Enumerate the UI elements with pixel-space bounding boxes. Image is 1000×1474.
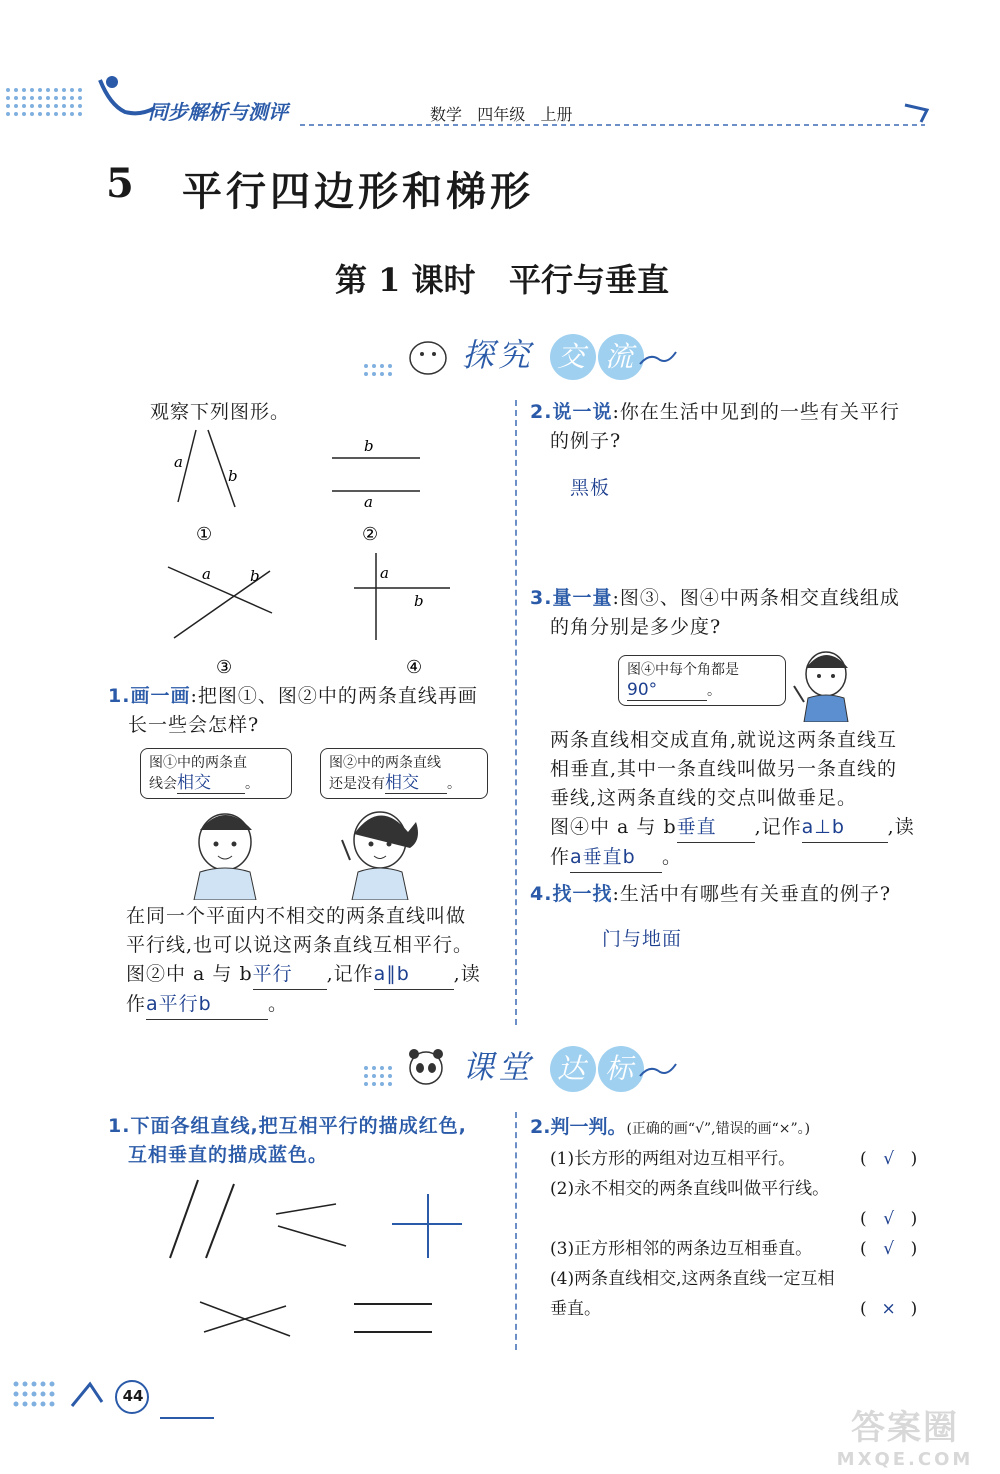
lesson-title: 第 1 课时 平行与垂直 xyxy=(335,261,669,299)
q3-para-line4: 图④中 a 与 b xyxy=(550,816,677,838)
ex2-item1-close: ) xyxy=(910,1149,918,1169)
page-number: 44 xyxy=(122,1387,144,1405)
q3-para-mid: ,记作 xyxy=(754,816,802,838)
q3-block xyxy=(530,584,940,642)
fig4-label-b: b xyxy=(414,592,424,610)
column-divider-top xyxy=(515,400,517,1025)
q1-block xyxy=(108,682,508,740)
q3-para-end: ,读 xyxy=(887,816,915,838)
q3-bubble-end: 。 xyxy=(707,683,721,699)
observe-intro: 观察下列图形。 xyxy=(150,401,291,423)
q1-bubble2-end: 。 xyxy=(447,776,461,792)
ex2-item4-answer: × xyxy=(881,1299,896,1319)
q3-bubble-answer: 90° xyxy=(627,680,707,701)
ex2-instruction: (正确的画“√”,错误的画“×”。) xyxy=(626,1121,811,1137)
brand-title: 同步解析与测评 xyxy=(148,100,288,124)
q1-answer-reading: a平行b xyxy=(146,990,268,1020)
footer-decoration xyxy=(10,1370,230,1430)
ex1-line2: 互相垂直的描成蓝色。 xyxy=(128,1144,329,1166)
q1-bubble-1 xyxy=(140,748,292,799)
fig4-number: ④ xyxy=(406,657,423,678)
fig4-label-a: a xyxy=(380,564,389,582)
ex2-item-2 xyxy=(530,1174,940,1234)
banner-label-practice: 课堂 xyxy=(462,1048,535,1086)
q4-title: 4.找一找 xyxy=(530,883,613,905)
chapter-title: 平行四边形和梯形 xyxy=(182,168,534,215)
ex1-group4-line2 xyxy=(204,1306,286,1332)
banner-circle-2: 流 xyxy=(598,334,644,380)
ex2-item3-open: ( xyxy=(860,1239,867,1259)
banner-circle-1: 交 xyxy=(550,334,596,380)
q1-bubble2-answer: 相交 xyxy=(385,773,447,794)
ex2-item2-open: ( xyxy=(860,1209,867,1229)
q3-text2: 的角分别是多少度? xyxy=(550,616,722,638)
q1-paragraph xyxy=(126,902,512,1020)
q3-answer-reading: a垂直b xyxy=(570,843,662,873)
ex1-block xyxy=(108,1112,508,1170)
q1-para-line2: 平行线,也可以说这两条直线互相平行。 xyxy=(126,934,474,956)
fig1-label-a: a xyxy=(174,453,183,471)
ex2-item4-text2: 垂直。 xyxy=(550,1299,601,1319)
fig1-label-b: b xyxy=(228,467,238,485)
fig3-label-b: b xyxy=(250,567,260,585)
scissors-icon xyxy=(638,350,678,370)
q1-para-mid: ,记作 xyxy=(326,963,374,985)
section-banner-practice xyxy=(360,1038,680,1094)
fig2-label-a: a xyxy=(364,493,373,511)
q1-bubble1-line2: 线会 xyxy=(149,776,177,792)
q2-title: 2.说一说 xyxy=(530,401,613,423)
ex2-item1-open: ( xyxy=(860,1149,867,1169)
q1-para-line1: 在同一个平面内不相交的两条直线叫做 xyxy=(126,905,467,927)
fig3-label-a: a xyxy=(202,565,211,583)
q3-bubble-line1: 图④中每个角都是 xyxy=(627,662,739,678)
ex2-item3-answer: √ xyxy=(883,1239,895,1259)
ex2-item-3 xyxy=(530,1234,940,1264)
fig3-number: ③ xyxy=(216,657,233,678)
ex2-item-1 xyxy=(530,1144,940,1174)
ex2-item4-close: ) xyxy=(910,1299,918,1319)
q3-answer-notation: a⊥b xyxy=(802,813,888,843)
observe-figures xyxy=(150,425,450,680)
ex2-item1-answer: √ xyxy=(883,1149,895,1169)
ex2-item1-bracket xyxy=(860,1144,917,1174)
ex2-title: 2.判一判。 xyxy=(530,1116,627,1138)
ex2-item2-close: ) xyxy=(910,1209,918,1229)
q2-text2: 的例子? xyxy=(550,430,622,452)
q3-para-line5-end: 。 xyxy=(662,846,683,868)
panda-icon xyxy=(360,1046,460,1094)
q1-bubble1-end: 。 xyxy=(245,776,259,792)
q3-para-line2: 相垂直,其中一条直线叫做另一条直线的 xyxy=(550,758,898,780)
ex1-group1-line1 xyxy=(170,1180,198,1258)
q1-bubble1-answer: 相交 xyxy=(177,773,245,794)
q1-text1: :把图①、图②中的两条直线再画 xyxy=(190,685,478,707)
ex1-line-groups xyxy=(160,1170,480,1345)
q3-paragraph xyxy=(550,726,942,873)
ex2-item2-answer: √ xyxy=(883,1209,895,1229)
q1-para-end: ,读 xyxy=(453,963,481,985)
header-bar xyxy=(0,70,1000,130)
q3-para-line5: 作 xyxy=(550,846,571,868)
ex2-item-4 xyxy=(530,1264,940,1324)
q4-block xyxy=(530,880,940,954)
q1-bubble-2 xyxy=(320,748,488,799)
ex2-item4-open: ( xyxy=(860,1299,867,1319)
q1-answer-notation: a∥b xyxy=(374,960,454,990)
mascot-icon xyxy=(360,336,460,382)
q1-bubble2-line1: 图②中的两条直线 xyxy=(329,755,441,771)
q4-text1: :生活中有哪些有关垂直的例子? xyxy=(612,883,892,905)
section-banner-explore xyxy=(360,326,680,382)
banner2-circle-2: 标 xyxy=(598,1046,644,1092)
ex2-item4-text: (4)两条直线相交,这两条直线一定互相 xyxy=(550,1269,835,1289)
ex1-group2-line1 xyxy=(276,1204,336,1214)
ex2-item3-bracket xyxy=(860,1234,917,1264)
ex2-item2-text: (2)永不相交的两条直线叫做平行线。 xyxy=(550,1179,830,1199)
ex2-item4-bracket xyxy=(860,1294,917,1324)
ex1-group1-line2 xyxy=(206,1184,234,1258)
ex2-item1-text: (1)长方形的两组对边互相平行。 xyxy=(550,1149,796,1169)
boy-icon xyxy=(194,814,256,900)
q3-para-line1: 两条直线相交成直角,就说这两条直线互 xyxy=(550,729,898,751)
q1-para-line4: 作 xyxy=(126,993,147,1015)
subject-line: 数学 四年级 上册 xyxy=(430,105,573,124)
ex2-block xyxy=(530,1112,940,1324)
q1-para-line3: 图②中 a 与 b xyxy=(126,963,253,985)
q3-answer-relation: 垂直 xyxy=(677,813,755,843)
ex2-item3-text: (3)正方形相邻的两条边互相垂直。 xyxy=(550,1239,813,1259)
q3-bubble xyxy=(618,655,786,706)
ex1-group2-line2 xyxy=(278,1226,346,1246)
watermark-text-2: MXQE.COM xyxy=(836,1449,974,1470)
q2-block xyxy=(530,398,940,503)
boy-pointing-icon xyxy=(790,646,860,722)
banner-label-explore: 探究 xyxy=(462,336,535,374)
watermark-logo xyxy=(820,1400,990,1470)
watermark-text-1: 答案圈 xyxy=(851,1408,959,1448)
q1-title: 1.画一画 xyxy=(108,685,191,707)
q1-para-line4-end: 。 xyxy=(268,993,289,1015)
q4-answer: 门与地面 xyxy=(602,928,683,950)
fig1-number: ① xyxy=(196,524,213,545)
ex1-line1: 1.下面各组直线,把互相平行的描成红色, xyxy=(108,1115,467,1137)
column-divider-bottom xyxy=(515,1112,517,1350)
q3-title: 3.量一量 xyxy=(530,587,613,609)
q3-text1: :图③、图④中两条相交直线组成 xyxy=(612,587,900,609)
banner2-circle-1: 达 xyxy=(550,1046,596,1092)
ex2-item3-close: ) xyxy=(910,1239,918,1259)
q1-text2: 长一些会怎样? xyxy=(128,714,260,736)
children-illustration xyxy=(180,800,460,900)
chapter-number: 5 xyxy=(106,160,134,207)
q1-bubble2-line2: 还是没有 xyxy=(329,776,385,792)
q3-para-line3: 垂线,这两条直线的交点叫做垂足。 xyxy=(550,787,858,809)
fig2-label-b: b xyxy=(364,437,374,455)
fig2-number: ② xyxy=(362,524,379,545)
q1-bubble1-line1: 图①中的两条直 xyxy=(149,755,247,771)
girl-icon xyxy=(342,812,418,900)
q1-answer-relation: 平行 xyxy=(253,960,327,990)
q2-answer: 黑板 xyxy=(570,477,611,499)
q2-text1: :你在生活中见到的一些有关平行 xyxy=(612,401,900,423)
scissors-icon-2 xyxy=(638,1062,678,1082)
